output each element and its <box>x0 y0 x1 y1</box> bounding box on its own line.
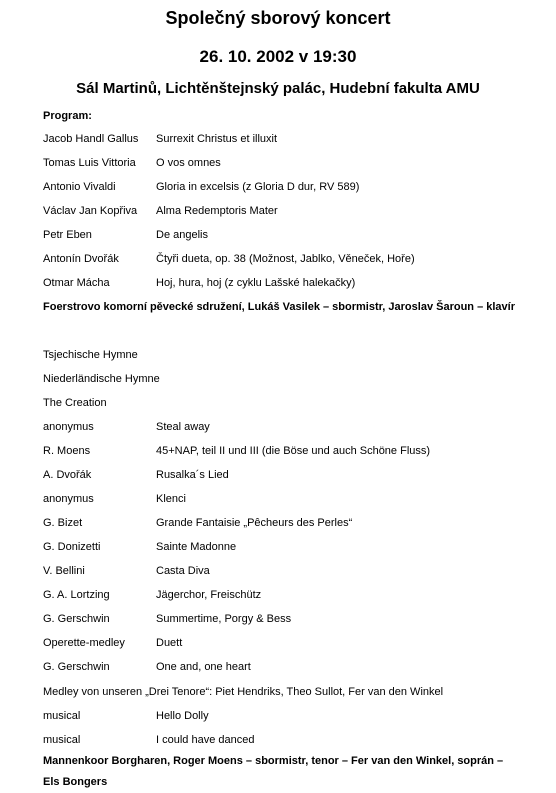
work-title: I could have danced <box>156 734 255 746</box>
work-title: Alma Redemptoris Mater <box>156 205 278 217</box>
program-row <box>43 612 523 626</box>
work-title: Duett <box>156 637 183 649</box>
program-row <box>43 468 523 482</box>
program-heading-item: The Creation <box>43 397 107 409</box>
program-row <box>43 540 523 554</box>
program-row <box>43 588 523 602</box>
performers-2: Mannenkoor Borgharen, Roger Moens – sbormistr, tenor – Fer van den Winkel, soprán – Els Bongers <box>43 755 504 788</box>
composer: G. Donizetti <box>43 541 101 553</box>
program-row <box>43 180 523 194</box>
program-row <box>43 156 523 170</box>
work-title: Grande Fantaisie „Pêcheurs des Perles“ <box>156 517 353 529</box>
work-title: Jägerchor, Freischütz <box>156 589 262 601</box>
concert-datetime: 26. 10. 2002 v 19:30 <box>199 47 357 66</box>
program-heading-item: Niederländische Hymne <box>43 373 160 385</box>
work-title: Rusalka´s Lied <box>156 469 229 481</box>
composer: G. A. Lortzing <box>43 589 110 601</box>
work-title: Sainte Madonne <box>156 541 237 553</box>
composer: Antonio Vivaldi <box>43 181 116 193</box>
concert-title: Společný sborový koncert <box>165 8 391 28</box>
composer: V. Bellini <box>43 565 85 577</box>
program-label: Program: <box>43 110 92 122</box>
composer: Tomas Luis Vittoria <box>43 157 136 169</box>
work-title: One and, one heart <box>156 661 251 673</box>
composer: A. Dvořák <box>43 469 92 481</box>
work-title: Gloria in excelsis (z Gloria D dur, RV 589) <box>156 181 360 193</box>
composer: Operette-medley <box>43 637 125 649</box>
composer: anonymus <box>43 493 94 505</box>
medley-line: Medley von unseren „Drei Tenore“: Piet Hendriks, Theo Sullot, Fer van den Winkel <box>43 686 444 698</box>
program-row <box>43 228 523 242</box>
composer: R. Moens <box>43 445 91 457</box>
program-row <box>43 709 523 723</box>
work-title: Hello Dolly <box>156 710 209 722</box>
composer: musical <box>43 734 81 746</box>
work-title: Klenci <box>156 493 186 505</box>
composer: Antonín Dvořák <box>43 253 119 265</box>
program-row <box>43 660 523 674</box>
program-row <box>43 276 523 290</box>
program-row <box>43 564 523 578</box>
program-row <box>43 516 523 530</box>
program-row <box>43 132 523 146</box>
work-title: 45+NAP, teil II und III (die Böse und auch Schöne Fluss) <box>156 445 431 457</box>
work-title: Surrexit Christus et illuxit <box>156 133 278 145</box>
program-heading-item: Tsjechische Hymne <box>43 349 138 361</box>
composer: Václav Jan Kopřiva <box>43 205 138 217</box>
program-row <box>43 252 523 266</box>
composer: G. Gerschwin <box>43 613 110 625</box>
composer: G. Gerschwin <box>43 661 110 673</box>
program-row <box>43 733 523 747</box>
work-title: De angelis <box>156 229 208 241</box>
composer: anonymus <box>43 421 94 433</box>
composer: Otmar Mácha <box>43 277 110 289</box>
composer: Petr Eben <box>43 229 92 241</box>
work-title: Čtyři dueta, op. 38 (Možnost, Jablko, Věneček, Hoře) <box>156 253 415 265</box>
program-row <box>43 444 523 458</box>
work-title: Casta Diva <box>156 565 210 577</box>
concert-venue: Sál Martinů, Lichtěnštejnský palác, Hudební fakulta AMU <box>76 80 480 97</box>
program-row <box>43 492 523 506</box>
work-title: Summertime, Porgy & Bess <box>156 613 292 625</box>
composer: G. Bizet <box>43 517 83 529</box>
program-row <box>43 636 523 650</box>
composer: musical <box>43 710 81 722</box>
work-title: O vos omnes <box>156 157 221 169</box>
work-title: Hoj, hura, hoj (z cyklu Lašské halekačky) <box>156 277 356 289</box>
work-title: Steal away <box>156 421 210 433</box>
program-row <box>43 204 523 218</box>
composer: Jacob Handl Gallus <box>43 133 139 145</box>
performers-1: Foerstrovo komorní pěvecké sdružení, Lukáš Vasilek – sbormistr, Jaroslav Šaroun – klavír <box>43 301 515 313</box>
program-row <box>43 420 523 434</box>
